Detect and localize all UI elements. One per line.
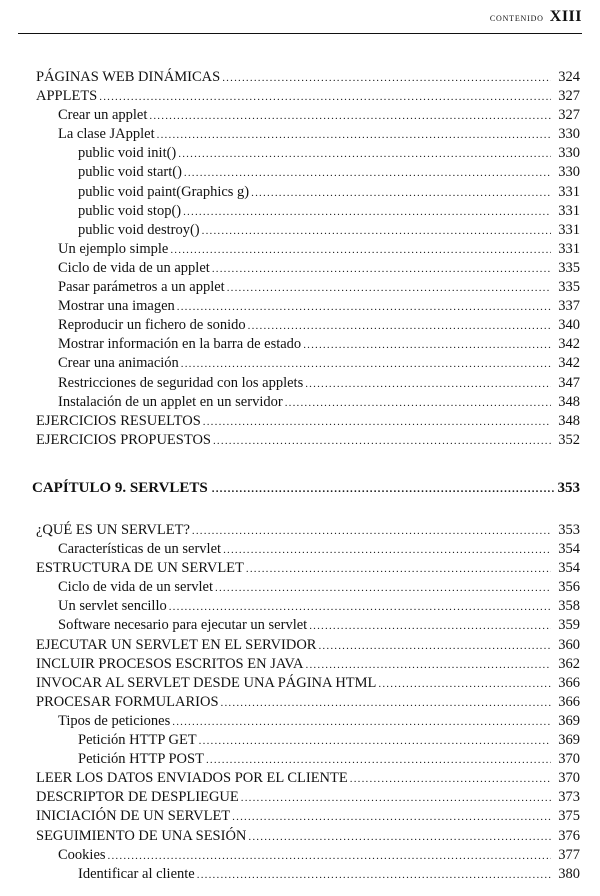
toc-entry[interactable]: [32, 125, 580, 144]
running-head-label: contenido: [489, 12, 544, 24]
toc-entry-title: DESCRIPTOR DE DESPLIEGUE: [36, 789, 239, 806]
dot-leader: [222, 69, 551, 88]
toc-entry-page-number: 335: [558, 279, 580, 296]
dot-leader: [197, 866, 551, 885]
dot-leader: [213, 432, 551, 451]
toc-section-servlets: [32, 521, 580, 884]
toc-entry-title: Un ejemplo simple: [58, 240, 169, 257]
toc-entry-page-number: 366: [558, 674, 580, 691]
toc-entry-title: Tipos de peticiones: [58, 712, 171, 729]
dot-leader: [306, 656, 551, 675]
dot-leader: [177, 298, 551, 317]
toc-entry-title: Petición HTTP POST: [78, 751, 204, 768]
dot-leader: [241, 789, 551, 808]
toc-entry-page-number: 330: [558, 145, 580, 162]
dot-leader: [318, 637, 551, 656]
toc-entry-page-number: 369: [558, 712, 580, 729]
toc-entry[interactable]: [32, 693, 580, 712]
toc-entry[interactable]: [32, 521, 580, 540]
dot-leader: [178, 145, 551, 164]
chapter-page-number: 353: [557, 480, 580, 496]
toc-entry[interactable]: [32, 202, 580, 221]
toc-entry-title: Características de un servlet: [58, 541, 222, 558]
toc-entry-page-number: 356: [558, 579, 580, 596]
toc-entry[interactable]: [32, 578, 580, 597]
toc-entry[interactable]: [32, 769, 580, 788]
toc-entry[interactable]: [32, 788, 580, 807]
dot-leader: [248, 317, 551, 336]
toc-entry-page-number: 342: [558, 355, 580, 372]
toc-entry[interactable]: [32, 68, 580, 87]
dot-leader: [181, 355, 551, 374]
toc-entry-title: public void paint(Graphics g): [78, 183, 250, 200]
toc-entry-title: Crear una animación: [58, 355, 179, 372]
toc-entry-page-number: 348: [558, 393, 580, 410]
dot-leader: [202, 222, 551, 241]
toc-entry-page-number: 342: [558, 336, 580, 353]
toc-entry-page-number: 354: [558, 560, 580, 577]
toc-entry[interactable]: [32, 393, 580, 412]
toc-entry-title: EJECUTAR UN SERVLET EN EL SERVIDOR: [36, 636, 317, 653]
dot-leader: [309, 617, 551, 636]
toc-entry-page-number: 359: [558, 617, 580, 634]
toc-entry-title: Un servlet sencillo: [58, 598, 167, 615]
toc-entry-title: INVOCAR AL SERVLET DESDE UNA PÁGINA HTML: [36, 674, 377, 691]
toc-entry-page-number: 362: [558, 655, 580, 672]
toc-entry[interactable]: [32, 297, 580, 316]
toc-entry-title: LEER LOS DATOS ENVIADOS POR EL CLIENTE: [36, 770, 348, 787]
toc-entry-page-number: 340: [558, 317, 580, 334]
toc-entry[interactable]: [32, 278, 580, 297]
dot-leader: [172, 713, 551, 732]
toc-entry[interactable]: [32, 87, 580, 106]
toc-entry[interactable]: [32, 750, 580, 769]
toc-entry-page-number: 330: [558, 164, 580, 181]
dot-leader: [378, 675, 551, 694]
dot-leader: [350, 770, 551, 789]
toc-entry-title: Software necesario para ejecutar un servlet: [58, 617, 308, 634]
toc-entry-title: INICIACIÓN DE UN SERVLET: [36, 808, 231, 825]
toc-entry-title: public void start(): [78, 164, 182, 181]
dot-leader: [221, 694, 551, 713]
toc-entry-title: APPLETS: [36, 88, 98, 105]
toc-entry-title: Restricciones de seguridad con los applets: [58, 374, 304, 391]
dot-leader: [215, 579, 551, 598]
toc-entry[interactable]: [32, 221, 580, 240]
toc-entry[interactable]: [32, 674, 580, 693]
toc-entry-title: INCLUIR PROCESOS ESCRITOS EN JAVA: [36, 655, 304, 672]
toc-entry[interactable]: [32, 106, 580, 125]
running-head: [490, 8, 582, 26]
toc-entry-title: Instalación de un applet en un servidor: [58, 393, 283, 410]
toc-entry[interactable]: [32, 412, 580, 431]
toc-entry-page-number: 369: [558, 732, 580, 749]
toc-entry-page-number: 373: [558, 789, 580, 806]
chapter-heading[interactable]: [32, 480, 580, 497]
toc-entry-page-number: 330: [558, 126, 580, 143]
dot-leader: [169, 598, 551, 617]
toc-entry[interactable]: [32, 431, 580, 450]
dot-leader: [251, 184, 551, 203]
toc-entry-title: Identificar al cliente: [78, 865, 195, 882]
toc-entry-title: Mostrar información en la barra de estado: [58, 336, 302, 353]
toc-entry[interactable]: [32, 183, 580, 202]
toc-entry[interactable]: [32, 597, 580, 616]
chapter-title: CAPÍTULO 9. SERVLETS: [32, 480, 208, 496]
toc-entry-title: Ciclo de vida de un applet: [58, 259, 210, 276]
dot-leader: [223, 541, 551, 560]
page-header: [0, 0, 600, 40]
toc-entry-page-number: 353: [558, 522, 580, 538]
toc-entry-title: Cookies: [58, 846, 106, 863]
toc-entry[interactable]: [32, 240, 580, 259]
dot-leader: [305, 375, 551, 394]
dot-leader: [199, 732, 551, 751]
toc-entry-page-number: 370: [558, 770, 580, 787]
toc-entry-page-number: 331: [558, 240, 580, 257]
toc-entry-title: public void destroy(): [78, 221, 200, 238]
toc-entry[interactable]: [32, 846, 580, 865]
dot-leader: [149, 107, 551, 126]
toc-entry-title: ESTRUCTURA DE UN SERVLET: [36, 560, 244, 577]
toc-entry[interactable]: [32, 259, 580, 278]
toc-entry-title: Petición HTTP GET: [78, 732, 197, 749]
toc-entry-title: Reproducir un fichero de sonido: [58, 317, 246, 334]
header-rule: [18, 33, 582, 34]
dot-leader: [212, 260, 551, 279]
toc-entry-page-number: 337: [558, 298, 580, 315]
toc-entry[interactable]: [32, 374, 580, 393]
dot-leader: [232, 808, 551, 827]
dot-leader: [157, 126, 551, 145]
toc-entry-title: public void init(): [78, 145, 177, 162]
toc-entry[interactable]: [32, 616, 580, 635]
dot-leader: [170, 241, 551, 260]
dot-leader: [192, 522, 551, 541]
toc-entry-page-number: 327: [558, 107, 580, 124]
dot-leader: [285, 394, 551, 413]
toc-entry[interactable]: [32, 540, 580, 559]
toc-entry-page-number: 327: [558, 88, 580, 105]
toc-entry[interactable]: [32, 316, 580, 335]
toc-entry-page-number: 352: [558, 431, 580, 448]
dot-leader: [184, 164, 551, 183]
dot-leader: [246, 560, 551, 579]
toc-entry-page-number: 331: [558, 183, 580, 200]
toc-entry-page-number: 324: [558, 69, 580, 85]
toc-entry-page-number: 366: [558, 693, 580, 710]
dot-leader: [203, 413, 551, 432]
toc-entry[interactable]: [32, 712, 580, 731]
toc-entry-title: public void stop(): [78, 202, 182, 219]
dot-leader: [108, 847, 551, 866]
toc-section-applets: [32, 68, 580, 450]
toc-entry[interactable]: [32, 827, 580, 846]
toc-entry[interactable]: [32, 163, 580, 182]
toc-entry-page-number: 354: [558, 541, 580, 558]
toc-entry[interactable]: [32, 655, 580, 674]
running-head-page-number: XIII: [549, 8, 582, 25]
toc-entry[interactable]: [32, 559, 580, 578]
toc-entry-page-number: 358: [558, 598, 580, 615]
toc-entry[interactable]: [32, 636, 580, 655]
dot-leader: [183, 203, 551, 222]
toc-entry-title: Crear un applet: [58, 107, 148, 124]
toc-entry-title: ¿QUÉ ES UN SERVLET?: [36, 522, 190, 538]
dot-leader: [303, 336, 551, 355]
toc-entry[interactable]: [32, 731, 580, 750]
toc-entry-page-number: 370: [558, 751, 580, 768]
toc-entry-page-number: 331: [558, 221, 580, 238]
toc-entry[interactable]: [32, 335, 580, 354]
toc-entry-title: PROCESAR FORMULARIOS: [36, 693, 219, 710]
toc-entry-page-number: 376: [558, 827, 580, 844]
toc-entry-page-number: 375: [558, 808, 580, 825]
dot-leader: [248, 828, 551, 847]
toc-entry-title: Mostrar una imagen: [58, 298, 175, 315]
toc-entry-page-number: 377: [558, 846, 580, 863]
toc-entry-page-number: 380: [558, 865, 580, 882]
toc-entry[interactable]: [32, 354, 580, 373]
toc-entry[interactable]: [32, 865, 580, 884]
toc-entry-page-number: 335: [558, 259, 580, 276]
toc-entry-title: EJERCICIOS RESUELTOS: [36, 412, 201, 429]
toc-entry-title: SEGUIMIENTO DE UNA SESIÓN: [36, 827, 247, 844]
toc-entry-page-number: 360: [558, 636, 580, 653]
toc-entry-page-number: 348: [558, 412, 580, 429]
dot-leader: [212, 483, 555, 495]
toc-entry-title: La clase JApplet: [58, 126, 155, 143]
toc-entry-page-number: 347: [558, 374, 580, 391]
toc-entry-title: PÁGINAS WEB DINÁMICAS: [36, 69, 221, 85]
toc-entry-page-number: 331: [558, 202, 580, 219]
dot-leader: [99, 88, 551, 107]
toc-entry-title: Ciclo de vida de un servlet: [58, 579, 214, 596]
toc-entry[interactable]: [32, 807, 580, 826]
toc-entry-title: EJERCICIOS PROPUESTOS: [36, 431, 211, 448]
toc-entry[interactable]: [32, 144, 580, 163]
toc-entry-title: Pasar parámetros a un applet: [58, 279, 225, 296]
dot-leader: [206, 751, 551, 770]
dot-leader: [227, 279, 551, 298]
